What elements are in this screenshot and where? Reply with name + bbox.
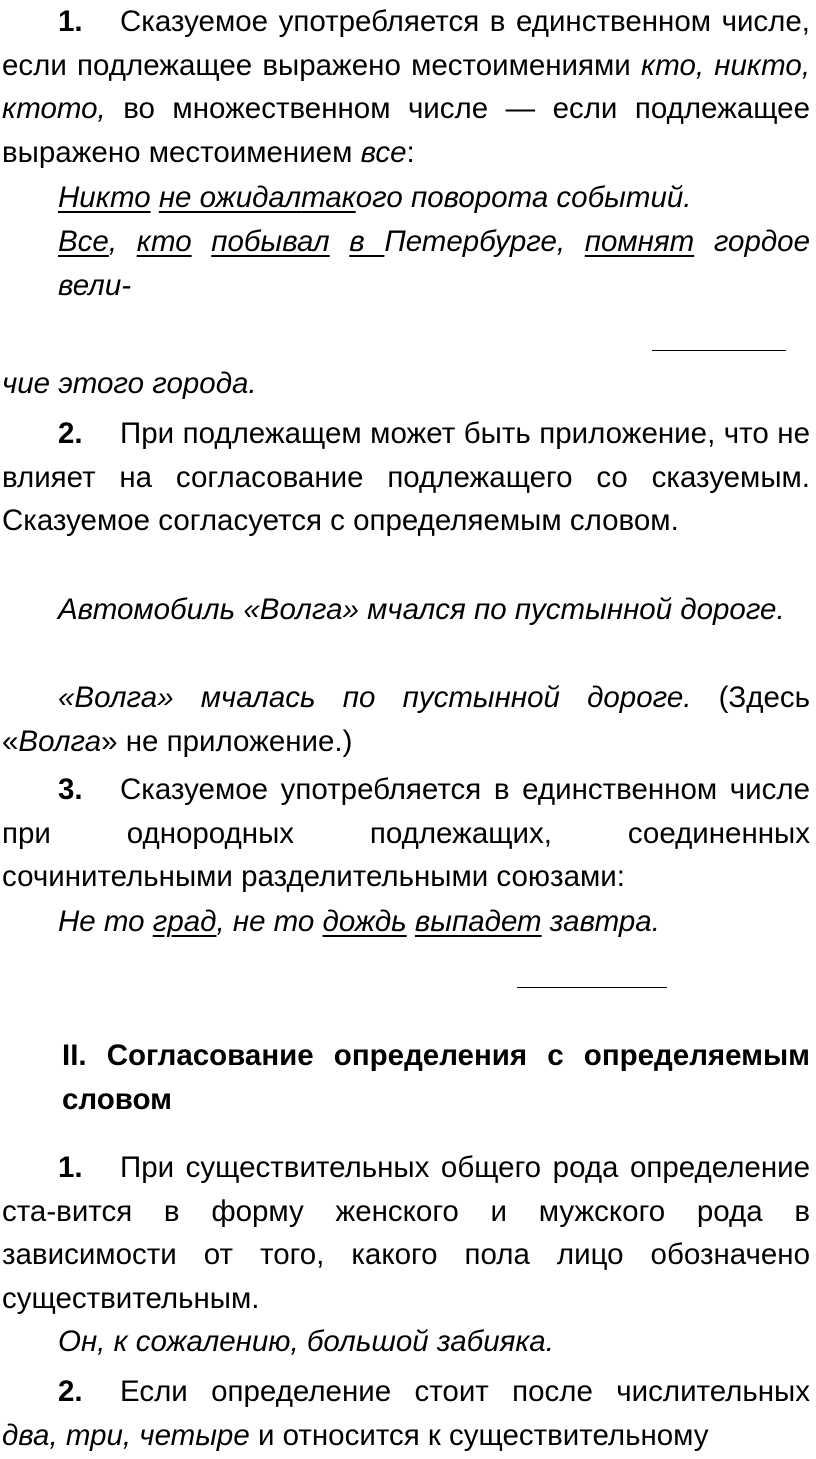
example-text: ,	[108, 225, 118, 258]
example-sentence	[58, 176, 810, 220]
example-text: Петербурге,	[384, 225, 566, 258]
predicate-word: не ожидал	[158, 181, 302, 214]
example-text: ого поворота событий.	[355, 181, 692, 214]
example-text: , не то	[216, 905, 323, 938]
note-text: » не приложение.)	[101, 724, 353, 758]
example-sentence	[58, 900, 810, 944]
divider-line	[652, 350, 786, 351]
subject-word: град	[152, 905, 217, 938]
rule-number: 1.	[58, 5, 83, 38]
section-2-rule-1	[2, 1146, 810, 1320]
example-with-note	[2, 676, 810, 763]
pronoun: все	[360, 135, 407, 169]
example-sentence: Он, к сожалению, большой забияка.	[58, 1325, 554, 1358]
example-text: в	[349, 225, 385, 258]
note-text: Волга	[18, 724, 102, 758]
example-text: Не то	[58, 905, 153, 938]
subject-word: Все	[58, 225, 109, 258]
rule-number: 1.	[58, 1151, 83, 1184]
example-sentence: Автомобиль «Волга» мчался по пустынной дороге.	[58, 593, 785, 626]
example-sentence	[58, 220, 810, 307]
subject-word: Никто	[58, 181, 151, 214]
rule-text: во множественном числе — если подлежащее выражено местоимением	[2, 92, 810, 169]
rule-text: Сказуемое употребляется в единственном числе при однородных подлежащих, соединенных сочинительными разделительными союзами:	[2, 773, 810, 893]
divider-line	[517, 987, 667, 988]
numeral-list: два, три, четыре	[2, 1418, 250, 1452]
rule-text: При существительных общего рода определение ста-вится в форму женского и мужского рода в зависимости от того, какого пола лицо обозначено существительным.	[2, 1151, 810, 1315]
pronoun-list: кто, никто, ктото,	[2, 48, 811, 125]
rule-number: 3.	[58, 773, 83, 806]
example-text: завтра.	[541, 905, 660, 938]
example-text: «Волга» мчалась по пустынной дороге.	[58, 681, 692, 714]
predicate-word: побывал	[211, 225, 330, 258]
example-text: так	[301, 181, 356, 214]
rule-2-paragraph	[2, 412, 810, 543]
note-text: (Здесь «	[2, 681, 810, 758]
subject-word: дождь	[322, 905, 407, 938]
section-2-rule-2	[2, 1370, 810, 1457]
predicate-word: выпадет	[414, 905, 542, 938]
rule-text: Сказуемое употребляется в единственном числе, если подлежащее выражено местоимениями	[2, 5, 810, 82]
example-text: гордое вели-	[58, 225, 810, 302]
predicate-word: помнят	[584, 225, 695, 258]
rule-number: 2.	[58, 417, 83, 450]
example-sentence-continuation: чие этого города.	[2, 367, 257, 400]
rule-text: Если определение стоит после числительных	[120, 1375, 810, 1408]
rule-3-paragraph	[2, 768, 810, 899]
rule-1-paragraph	[2, 0, 810, 174]
section-heading: II. Согласование определения с определяемым словом	[62, 1039, 810, 1116]
rule-text: и относится к существительному	[249, 1418, 709, 1452]
rule-text: При подлежащем может быть приложение, что не влияет на согласование подлежащего со сказуемым. Сказуемое согласуется с определяемым словом.	[2, 417, 810, 537]
rule-number: 2.	[58, 1375, 83, 1408]
subject-word: кто	[136, 225, 192, 258]
rule-text: :	[406, 135, 415, 169]
